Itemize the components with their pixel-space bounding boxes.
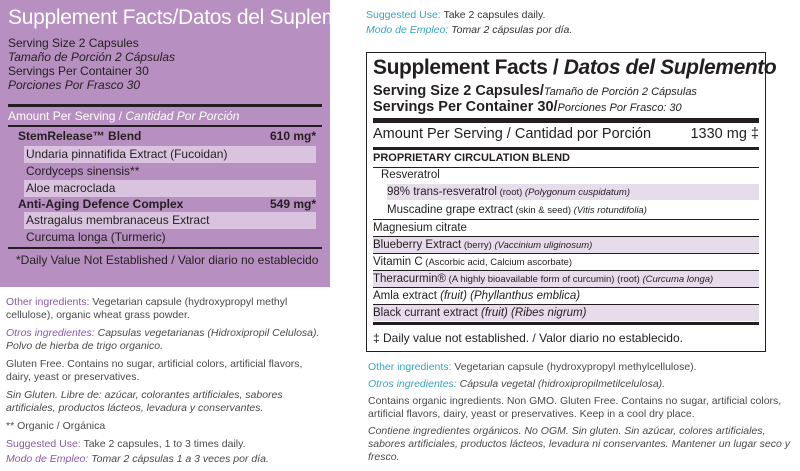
right-modo-empleo: Modo de Empleo: Tomar 2 cápsulas por día. <box>366 24 573 36</box>
right-supplement-facts-box <box>366 52 777 352</box>
right-thick-rule <box>373 118 759 123</box>
left-notes <box>6 296 328 471</box>
left-header <box>8 6 379 108</box>
right-blueberry: Blueberry Extract (berry) (Vaccinium uliginosum) <box>373 237 759 253</box>
left-organic-note: ** Organic / Orgánica <box>6 420 106 432</box>
right-vitamin-c: Vitamin C (Ascorbic acid, Calcium ascorbate) <box>373 256 573 268</box>
left-blend2-row: Anti-Aging Defence Complex 549 mg* <box>18 197 316 211</box>
left-suggested-use: Suggested Use: Take 2 capsules, 1 to 3 times daily. <box>6 438 246 450</box>
right-notes <box>368 361 798 468</box>
left-other-ingredients: Other ingredients: Vegetarian capsule (hydroxypropyl methyl cellulose), organic wheat grass powder. <box>6 296 288 321</box>
right-magnesium: Magnesium citrate <box>373 222 467 234</box>
left-blend2-item: Astragalus membranaceus Extract <box>24 212 316 229</box>
right-title: Supplement Facts / Datos del Suplemento <box>373 56 777 79</box>
left-servings-per-container: Servings Per Container 30 <box>8 64 149 78</box>
right-muscadine: Muscadine grape extract (skin & seed) (Vitis rotundifolia) <box>387 204 647 216</box>
left-rule-bottom <box>8 247 322 249</box>
right-other-ingredients: Other ingredients: Vegetarian capsule (hydroxypropyl methylcellulose). <box>368 361 697 373</box>
right-theracurmin: Theracurmin® (A highly bioavailable form of curcumin) (root) (Curcuma longa) <box>373 271 759 287</box>
left-rule <box>8 125 322 127</box>
right-black-currant: Black currant extract (fruit) (Ribes nigrum) <box>373 305 759 321</box>
left-blend1-item: Aloe macroclada <box>24 180 316 197</box>
left-gluten-text-es: Sin Gluten. Libre de: azúcar, colorantes artificiales, sabores artificiales, productos lácteos, levadura y conservantes. <box>6 389 283 414</box>
right-contains-text-es: Contiene ingredientes orgánicos. No OGM. Sin gluten. Sin azúcar, colores artificiales, sabores artificiales, productos lácteos, levadura ni conservantes. Mantener un lugar seco y fresco. <box>368 425 790 463</box>
left-blend1-row: StemRelease™ Blend 610 mg* <box>18 129 316 143</box>
left-otros-ingredientes: Otros ingredientes: Capsulas vegetarianas (Hidroxipropil Celulosa). Polvo de hierba de trigo organico. <box>6 327 320 352</box>
right-amount-value: 1330 mg ‡ <box>690 126 759 142</box>
right-rule-bottom <box>373 322 759 325</box>
left-thick-rule <box>8 104 322 107</box>
right-contains-text: Contains organic ingredients. Non GMO. Gluten Free. Contains no sugar, artificial colors, artificial flavors, dairy, yeast or preservatives. Keep in a cool dry place. <box>368 395 782 420</box>
left-amount-header: Amount Per Serving / Cantidad Por Porción <box>8 109 240 123</box>
right-amount-header: Amount Per Serving / Cantidad por Porción 1330 mg ‡ <box>373 126 759 142</box>
right-resveratrol: Resveratrol <box>381 169 440 181</box>
left-title: Supplement Facts/Datos del Suplemento <box>8 6 379 29</box>
left-modo-empleo: Modo de Empleo: Tomar 2 cápsulas 1 a 3 veces por día. <box>6 453 269 465</box>
right-usage <box>366 8 572 38</box>
left-footnote: *Daily Value Not Established / Valor diario no establecido <box>16 253 319 267</box>
left-serving-size: Serving Size 2 Capsules <box>8 36 139 50</box>
left-blend1-item: Cordyceps sinensis** <box>26 164 140 178</box>
right-footnote: ‡ Daily value not established. / Valor diario no establecido. <box>373 331 683 345</box>
right-servings: Servings Per Container 30/Porciones Por Frasco: 30 <box>373 99 682 115</box>
right-amla: Amla extract (fruit) (Phyllanthus emblica) <box>373 290 581 302</box>
right-blend-name: PROPRIETARY CIRCULATION BLEND <box>373 152 570 164</box>
right-serving-size: Serving Size 2 Capsules/Tamaño de Porción 2 Cápsulas <box>373 83 697 99</box>
left-gluten-text: Gluten Free. Contains no sugar, artificial colors, artificial flavors, dairy, yeast or preservatives. <box>6 358 303 383</box>
right-suggested-use: Suggested Use: Take 2 capsules daily. <box>366 9 546 21</box>
left-blend1-item: Undaria pinnatifida Extract (Fucoidan) <box>24 146 316 163</box>
right-trans-resveratrol: 98% trans-resveratrol (root) (Polygonum cuspidatum) <box>387 184 759 200</box>
right-otros-ingredientes: Otros ingredientes: Cápsula vegetal (hidroxipropilmetilcelulosa). <box>368 378 666 390</box>
left-blend2-item: Curcuma longa (Turmeric) <box>26 230 166 244</box>
left-serving-size-es: Tamaño de Porción 2 Cápsulas <box>8 50 175 64</box>
left-servings-per-container-es: Porciones Por Frasco 30 <box>8 78 141 92</box>
